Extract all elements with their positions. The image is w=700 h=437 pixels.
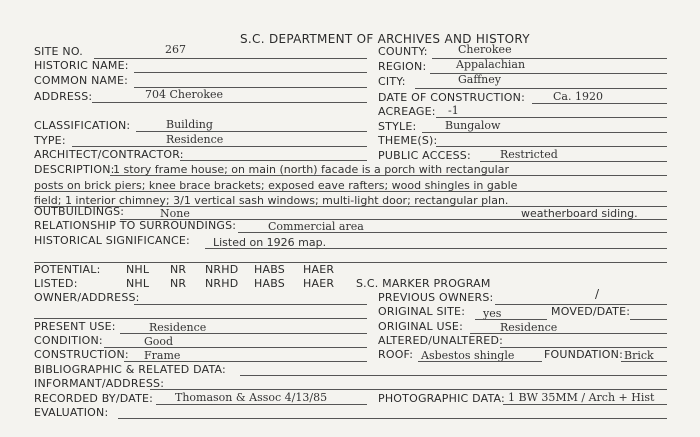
- original-site-value: yes: [483, 307, 502, 320]
- city-value: Gaffney: [458, 73, 501, 86]
- listed-habs: HABS: [254, 277, 285, 290]
- recorded-by-label: RECORDED BY/DATE:: [34, 392, 154, 405]
- county-label: COUNTY:: [378, 45, 428, 58]
- region-value: Appalachian: [456, 58, 526, 71]
- original-use-value: Residence: [500, 321, 558, 334]
- site-no-label: SITE NO.: [34, 45, 83, 58]
- listed-nrhd: NRHD: [205, 277, 239, 290]
- description-line-2: posts on brick piers; knee brace brackets; exposed eave rafters; wood shingles in gable: [34, 179, 518, 192]
- present-use-label: PRESENT USE:: [34, 320, 116, 333]
- description-label: DESCRIPTION:: [34, 163, 115, 176]
- classification-value: Building: [166, 118, 213, 131]
- photographic-data-value: 1 BW 35MM / Arch + Hist: [508, 391, 655, 404]
- potential-nhl: NHL: [126, 263, 150, 276]
- region-label: REGION:: [378, 60, 427, 73]
- relationship-label: RELATIONSHIP TO SURROUNDINGS:: [34, 219, 237, 232]
- construction-value: Frame: [144, 349, 181, 362]
- roof-label: ROOF:: [378, 348, 414, 361]
- listed-nhl: NHL: [126, 277, 150, 290]
- acreage-value: -1: [448, 104, 459, 117]
- moved-date-label: MOVED/DATE:: [551, 305, 631, 318]
- present-use-value: Residence: [149, 321, 207, 334]
- historical-significance-value: Listed on 1926 map.: [213, 236, 327, 249]
- condition-value: Good: [144, 335, 174, 348]
- date-of-construction-label: DATE OF CONSTRUCTION:: [378, 91, 525, 104]
- informant-label: INFORMANT/ADDRESS:: [34, 377, 165, 390]
- address-value: 704 Cherokee: [145, 88, 224, 101]
- bibliographic-label: BIBLIOGRAPHIC & RELATED DATA:: [34, 363, 226, 376]
- description-line-4: weatherboard siding.: [521, 207, 638, 220]
- listed-haer: HAER: [303, 277, 335, 290]
- city-label: CITY:: [378, 75, 406, 88]
- foundation-label: FOUNDATION:: [544, 348, 623, 361]
- previous-owners-mark: /: [595, 287, 600, 301]
- site-no-value: 267: [165, 43, 186, 56]
- sc-marker-program-label: S.C. MARKER PROGRAM: [356, 277, 491, 290]
- owner-address-label: OWNER/ADDRESS:: [34, 291, 140, 304]
- previous-owners-label: PREVIOUS OWNERS:: [378, 291, 494, 304]
- potential-haer: HAER: [303, 263, 335, 276]
- architect-label: ARCHITECT/CONTRACTOR:: [34, 148, 184, 161]
- county-value: Cherokee: [458, 43, 512, 56]
- potential-nr: NR: [170, 263, 187, 276]
- style-value: Bungalow: [445, 119, 501, 132]
- description-line-3: field; 1 interior chimney; 3/1 vertical sash windows; multi-light door; rectangular plan.: [34, 194, 509, 207]
- style-label: STYLE:: [378, 120, 417, 133]
- common-name-label: COMMON NAME:: [34, 74, 129, 87]
- public-access-label: PUBLIC ACCESS:: [378, 149, 471, 162]
- original-use-label: ORIGINAL USE:: [378, 320, 463, 333]
- potential-nrhd: NRHD: [205, 263, 239, 276]
- condition-label: CONDITION:: [34, 334, 103, 347]
- potential-habs: HABS: [254, 263, 285, 276]
- description-line-1: 1 story frame house; on main (north) facade is a porch with rectangular: [113, 163, 509, 176]
- themes-label: THEME(S):: [378, 134, 438, 147]
- foundation-value: Brick: [624, 349, 654, 362]
- form-title: S.C. DEPARTMENT OF ARCHIVES AND HISTORY: [240, 32, 530, 46]
- listed-nr: NR: [170, 277, 187, 290]
- altered-label: ALTERED/UNALTERED:: [378, 334, 504, 347]
- relationship-value: Commercial area: [268, 220, 364, 233]
- outbuildings-label: OUTBUILDINGS:: [34, 205, 125, 218]
- address-label: ADDRESS:: [34, 90, 93, 103]
- classification-label: CLASSIFICATION:: [34, 119, 131, 132]
- roof-value: Asbestos shingle: [421, 349, 515, 362]
- acreage-label: ACREAGE:: [378, 105, 436, 118]
- type-value: Residence: [166, 133, 224, 146]
- public-access-value: Restricted: [500, 148, 558, 161]
- recorded-by-value: Thomason & Assoc 4/13/85: [175, 391, 328, 404]
- photographic-data-label: PHOTOGRAPHIC DATA:: [378, 392, 505, 405]
- construction-label: CONSTRUCTION:: [34, 348, 129, 361]
- outbuildings-value: None: [160, 207, 190, 220]
- date-of-construction-value: Ca. 1920: [553, 90, 603, 103]
- potential-label: POTENTIAL:: [34, 263, 101, 276]
- type-label: TYPE:: [34, 134, 66, 147]
- historical-significance-label: HISTORICAL SIGNIFICANCE:: [34, 234, 190, 247]
- historic-name-label: HISTORIC NAME:: [34, 59, 129, 72]
- evaluation-label: EVALUATION:: [34, 406, 109, 419]
- listed-label: LISTED:: [34, 277, 78, 290]
- original-site-label: ORIGINAL SITE:: [378, 305, 466, 318]
